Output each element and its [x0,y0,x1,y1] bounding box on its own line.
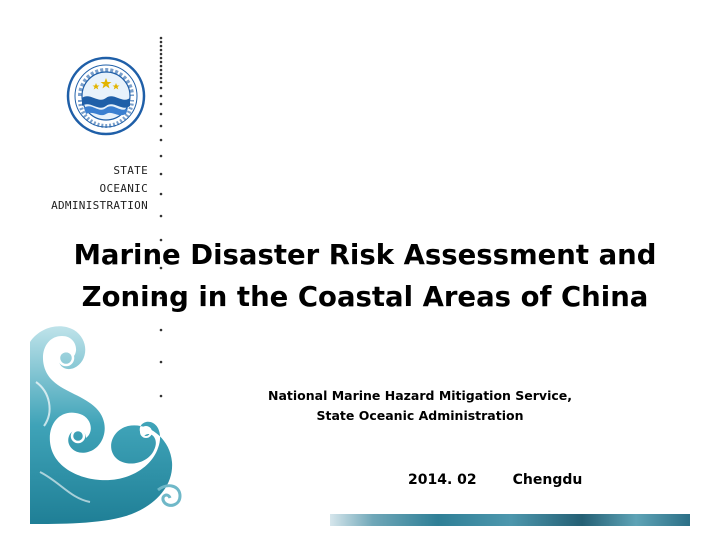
agency-line-oceanic: OCEANIC [99,181,148,195]
bottom-wave-strip [330,514,690,526]
subtitle-line-2: State Oceanic Administration [316,408,524,423]
title-line-2: Zoning in the Coastal Areas of China [81,281,649,313]
agency-line-state: STATE [113,164,148,177]
agency-name [48,162,148,215]
agency-line-administration: ADMINISTRATION [51,199,148,212]
wave-swirl-icon [30,322,190,524]
state-oceanic-administration-seal-icon [66,56,146,136]
slide-title [40,234,690,318]
presentation-place: Chengdu [512,472,583,488]
presentation-date: 2014. 02 [408,472,477,488]
subtitle-line-1: National Marine Hazard Mitigation Service, [267,388,573,403]
title-line-1: Marine Disaster Risk Assessment and [73,239,657,271]
date-place-line [408,472,582,488]
slide-subtitle [210,386,630,426]
